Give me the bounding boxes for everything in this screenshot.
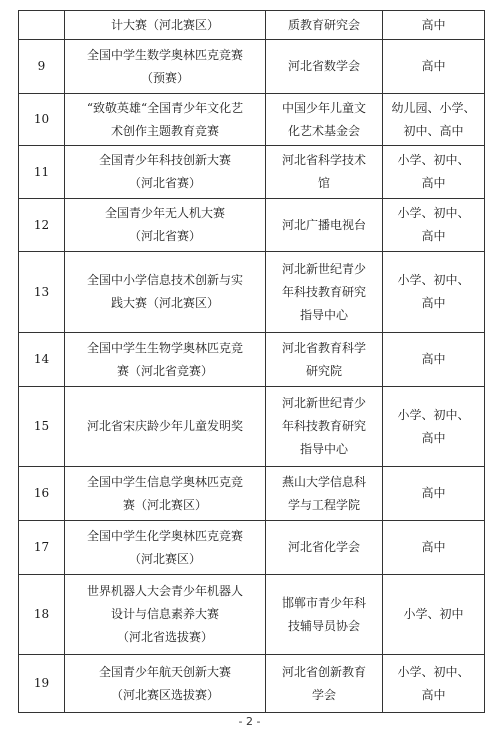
row-number: 18 (33, 607, 50, 621)
school-level-cell (383, 94, 485, 146)
row-number-cell (19, 387, 65, 467)
row-number-cell (19, 575, 65, 655)
organizer-cell (266, 521, 383, 575)
school-level: 高中 (421, 540, 446, 554)
competition-table-body (19, 11, 485, 713)
school-level-cell (383, 146, 485, 199)
school-level: 高中 (421, 486, 446, 500)
table-row (19, 40, 485, 94)
row-number-cell (19, 467, 65, 521)
school-level-cell (383, 387, 485, 467)
organizer-name: 中国少年儿童文 化艺术基金会 (281, 100, 366, 138)
row-number-cell (19, 11, 65, 40)
row-number-cell (19, 521, 65, 575)
competition-name: 全国青少年科技创新大赛 （河北省赛） (98, 153, 231, 190)
organizer-name: 燕山大学信息科 学与工程学院 (281, 474, 366, 512)
school-level: 小学、初中 (403, 607, 464, 621)
row-number-cell (19, 333, 65, 387)
school-level: 幼儿园、小学、 初中、高中 (391, 100, 476, 138)
organizer-cell (266, 467, 383, 521)
table-row (19, 575, 485, 655)
organizer-name: 河北省创新教育 学会 (281, 664, 366, 702)
school-level: 小学、初中、 高中 (397, 206, 470, 243)
organizer-cell (266, 333, 383, 387)
table-row (19, 146, 485, 199)
organizer-name: 河北省科学技术 馆 (281, 153, 366, 190)
school-level: 高中 (421, 352, 446, 366)
row-number: 9 (37, 59, 46, 73)
organizer-name: 河北新世纪青少 年科技教育研究 指导中心 (281, 261, 366, 322)
table-row (19, 94, 485, 146)
row-number-cell (19, 146, 65, 199)
competition-name-cell (65, 387, 266, 467)
school-level-cell (383, 333, 485, 387)
competition-name: 全国中学生化学奥林匹克竞赛 （河北赛区） (86, 528, 243, 566)
page-number: - 2 - (238, 715, 261, 728)
organizer-cell (266, 40, 383, 94)
competition-name-cell (65, 146, 266, 199)
competition-name-cell (65, 655, 266, 713)
competition-name: “致敬英雄“全国青少年文化艺 术创作主题教育竞赛 (86, 100, 244, 138)
competition-name-cell (65, 521, 266, 575)
organizer-cell (266, 94, 383, 146)
school-level-cell (383, 11, 485, 40)
table-row (19, 521, 485, 575)
school-level-cell (383, 467, 485, 521)
table-row (19, 333, 485, 387)
organizer-name: 河北省教育科学 研究院 (281, 340, 366, 378)
school-level: 小学、初中、 高中 (397, 664, 470, 702)
school-level-cell (383, 40, 485, 94)
competition-table (18, 10, 485, 713)
competition-name: 世界机器人大会青少年机器人 设计与信息素养大赛 （河北省选拔赛） (86, 584, 243, 644)
row-number: 17 (33, 540, 50, 554)
school-level-cell (383, 199, 485, 252)
table-row (19, 199, 485, 252)
organizer-cell (266, 199, 383, 252)
row-number: 16 (33, 486, 50, 500)
row-number-cell (19, 252, 65, 333)
school-level-cell (383, 655, 485, 713)
row-number-cell (19, 94, 65, 146)
school-level: 小学、初中、 高中 (397, 273, 470, 310)
organizer-cell (266, 655, 383, 713)
table-row (19, 387, 485, 467)
school-level: 高中 (421, 59, 446, 73)
school-level: 高中 (421, 17, 446, 32)
school-level-cell (383, 575, 485, 655)
competition-name: 全国中小学信息技术创新与实 践大赛（河北赛区） (86, 273, 243, 310)
competition-name: 全国青少年无人机大赛 （河北省赛） (104, 206, 225, 243)
table-row (19, 467, 485, 521)
table-row (19, 252, 485, 333)
competition-name-cell (65, 40, 266, 94)
row-number: 10 (33, 112, 50, 126)
organizer-cell (266, 575, 383, 655)
competition-name-cell (65, 199, 266, 252)
row-number: 19 (33, 676, 50, 690)
school-level-cell (383, 252, 485, 333)
school-level: 小学、初中、 高中 (397, 153, 470, 190)
organizer-name: 质教育研究会 (287, 17, 360, 32)
row-number: 12 (33, 217, 50, 232)
row-number-cell (19, 40, 65, 94)
row-number: 11 (33, 164, 50, 179)
organizer-cell (266, 252, 383, 333)
competition-name-cell (65, 467, 266, 521)
organizer-cell (266, 146, 383, 199)
table-row (19, 655, 485, 713)
row-number-cell (19, 199, 65, 252)
row-number: 14 (33, 352, 50, 366)
competition-name-cell (65, 252, 266, 333)
competition-name: 全国中学生信息学奥林匹克竞 赛（河北赛区） (86, 474, 243, 512)
organizer-name: 河北省化学会 (287, 540, 360, 554)
competition-name: 河北省宋庆龄少年儿童发明奖 (86, 419, 243, 433)
school-level: 小学、初中、 高中 (397, 407, 470, 445)
competition-name: 计大赛（河北赛区） (110, 17, 219, 32)
school-level-cell (383, 521, 485, 575)
row-number: 15 (33, 419, 50, 433)
table-row (19, 11, 485, 40)
competition-name-cell (65, 333, 266, 387)
competition-name-cell (65, 11, 266, 40)
organizer-cell (266, 387, 383, 467)
organizer-name: 河北新世纪青少 年科技教育研究 指导中心 (281, 396, 366, 456)
competition-name: 全国中学生生物学奥林匹克竞 赛（河北省竞赛） (86, 340, 243, 378)
organizer-cell (266, 11, 383, 40)
competition-name: 全国中学生数学奥林匹克竞赛 （预赛） (86, 47, 243, 85)
organizer-name: 邯郸市青少年科 技辅导员协会 (281, 595, 366, 633)
row-number-cell (19, 655, 65, 713)
competition-name-cell (65, 94, 266, 146)
competition-name-cell (65, 575, 266, 655)
row-number: 13 (33, 284, 50, 299)
competition-name: 全国青少年航天创新大赛 （河北赛区选拔赛） (98, 664, 231, 702)
organizer-name: 河北广播电视台 (281, 217, 366, 232)
organizer-name: 河北省数学会 (287, 59, 360, 73)
